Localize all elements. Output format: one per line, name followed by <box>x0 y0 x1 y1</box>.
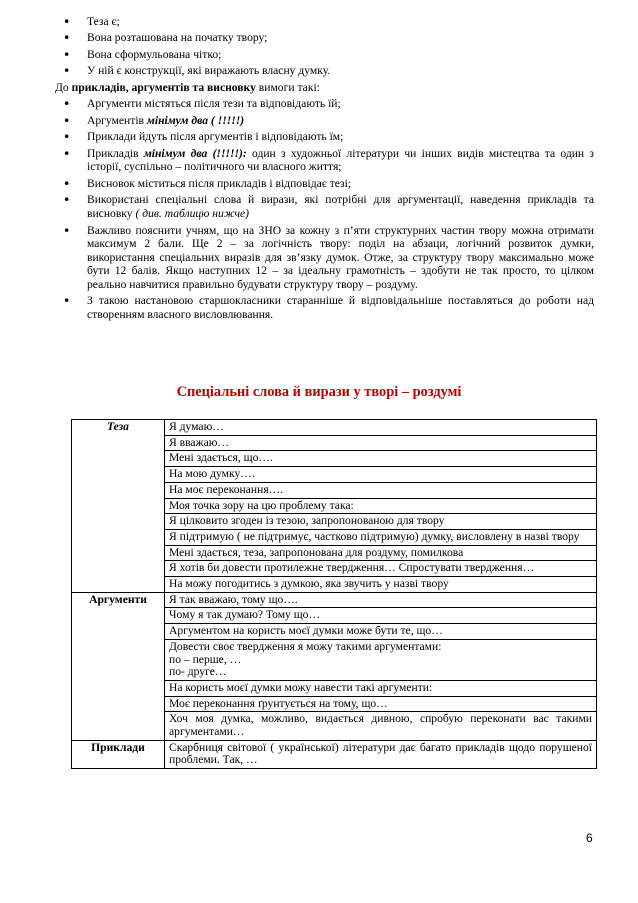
phrase-cell: Я підтримую ( не підтримує, частково підтримую) думку, висловлену в назві твору <box>165 529 597 545</box>
special-words-table <box>71 419 597 769</box>
category-teza: Теза <box>72 420 165 593</box>
phrase-cell: Я цілковито згоден із тезою, запропонованою для твору <box>165 514 597 530</box>
phrase-cell: Хоч моя думка, можливо, видається дивною, спробую переконати вас такими аргументами… <box>165 712 597 740</box>
list-item: • Аргументи містяться після тези та відповідають їй; <box>62 97 594 111</box>
list-item: • З такою настановою старшокласники старанніше й відповідальніше поставляться до роботи над створенням власного висловлювання. <box>62 294 594 321</box>
phrase-cell: На мою думку…. <box>165 467 597 483</box>
list-item: • Прикладів мінімум два (!!!!!): один з художньої літератури чи інших видів мистецтва та один з історії, суспільно – політичного чи власного життя; <box>62 147 594 174</box>
list-item: • У ній є конструкції, які виражають власну думку. <box>62 64 594 78</box>
phrase-cell: Моє переконання ґрунтується на тому, що… <box>165 696 597 712</box>
list-item: • Вона розташована на початку твору; <box>62 31 594 45</box>
phrase-cell: Я хотів би довести протилежне твердження… Спростувати твердження… <box>165 561 597 577</box>
category-arguments: Аргументи <box>72 592 165 740</box>
phrase-cell: Скарбниця світової ( української) літератури дає багато прикладів щодо порушеної проблеми. Так, … <box>165 740 597 768</box>
phrase-cell: Аргументом на користь моєї думки може бути те, що… <box>165 624 597 640</box>
phrase-cell: Я так вважаю, тому що…. <box>165 592 597 608</box>
phrase-cell: Чому я так думаю? Тому що… <box>165 608 597 624</box>
phrase-cell: Довести своє твердження я можу такими аргументами: по – перше, … по- друге… <box>165 639 597 680</box>
phrase-cell: Моя точка зору на цю проблему така: <box>165 498 597 514</box>
category-examples: Приклади <box>72 740 165 768</box>
requirements-list <box>55 15 594 324</box>
list-item: • Вона сформульована чітко; <box>62 48 594 62</box>
table-row <box>72 420 597 436</box>
table-title: Спеціальні слова й вирази у творі – роздумі <box>176 384 462 400</box>
phrase-cell: Я вважаю… <box>165 435 597 451</box>
phrase-cell: На користь моєї думки можу навести такі аргументи: <box>165 680 597 696</box>
list-item: • Теза є; <box>62 15 594 29</box>
phrase-cell: Мені здається, теза, запропонована для роздуму, помилкова <box>165 545 597 561</box>
list-item: • Приклади йдуть після аргументів і відповідають їм; <box>62 130 594 144</box>
phrase-cell: Мені здається, що…. <box>165 451 597 467</box>
phrase-cell: На моє переконання…. <box>165 482 597 498</box>
list-item: • Використані спеціальні слова й вирази, які потрібні для аргументації, наведення прикладів та висновку ( див. таблицю нижче) <box>62 193 594 220</box>
list-item: • Аргументів мінімум два ( !!!!!) <box>62 114 594 128</box>
phrase-cell: Я думаю… <box>165 420 597 436</box>
table-row <box>72 740 597 768</box>
list-item: • Висновок міститься після прикладів і відповідає тезі; <box>62 177 594 191</box>
list-item: • Важливо пояснити учням, що на ЗНО за кожну з п’яти структурних частин твору можна отримати максимум 2 бали. Ще 2 – за логічність твору: поділ на абзаци, логічний розвиток думки, використання спеціальних виразів для зв’язку думок. Отже, за структуру твору максимально може бути 12 балів. Якщо наступних 12 – за ідеальну грамотність – здобути не так просто, то цілком реально навчитися правильно будувати структуру твору – роздуму. <box>62 224 594 292</box>
requirements-intro: До прикладів, аргументів та висновку вимоги такі: <box>55 80 320 94</box>
table-row <box>72 592 597 608</box>
phrase-cell: На можу погодитись з думкою, яка звучить у назві твору <box>165 577 597 593</box>
page-number: 6 <box>586 831 593 845</box>
